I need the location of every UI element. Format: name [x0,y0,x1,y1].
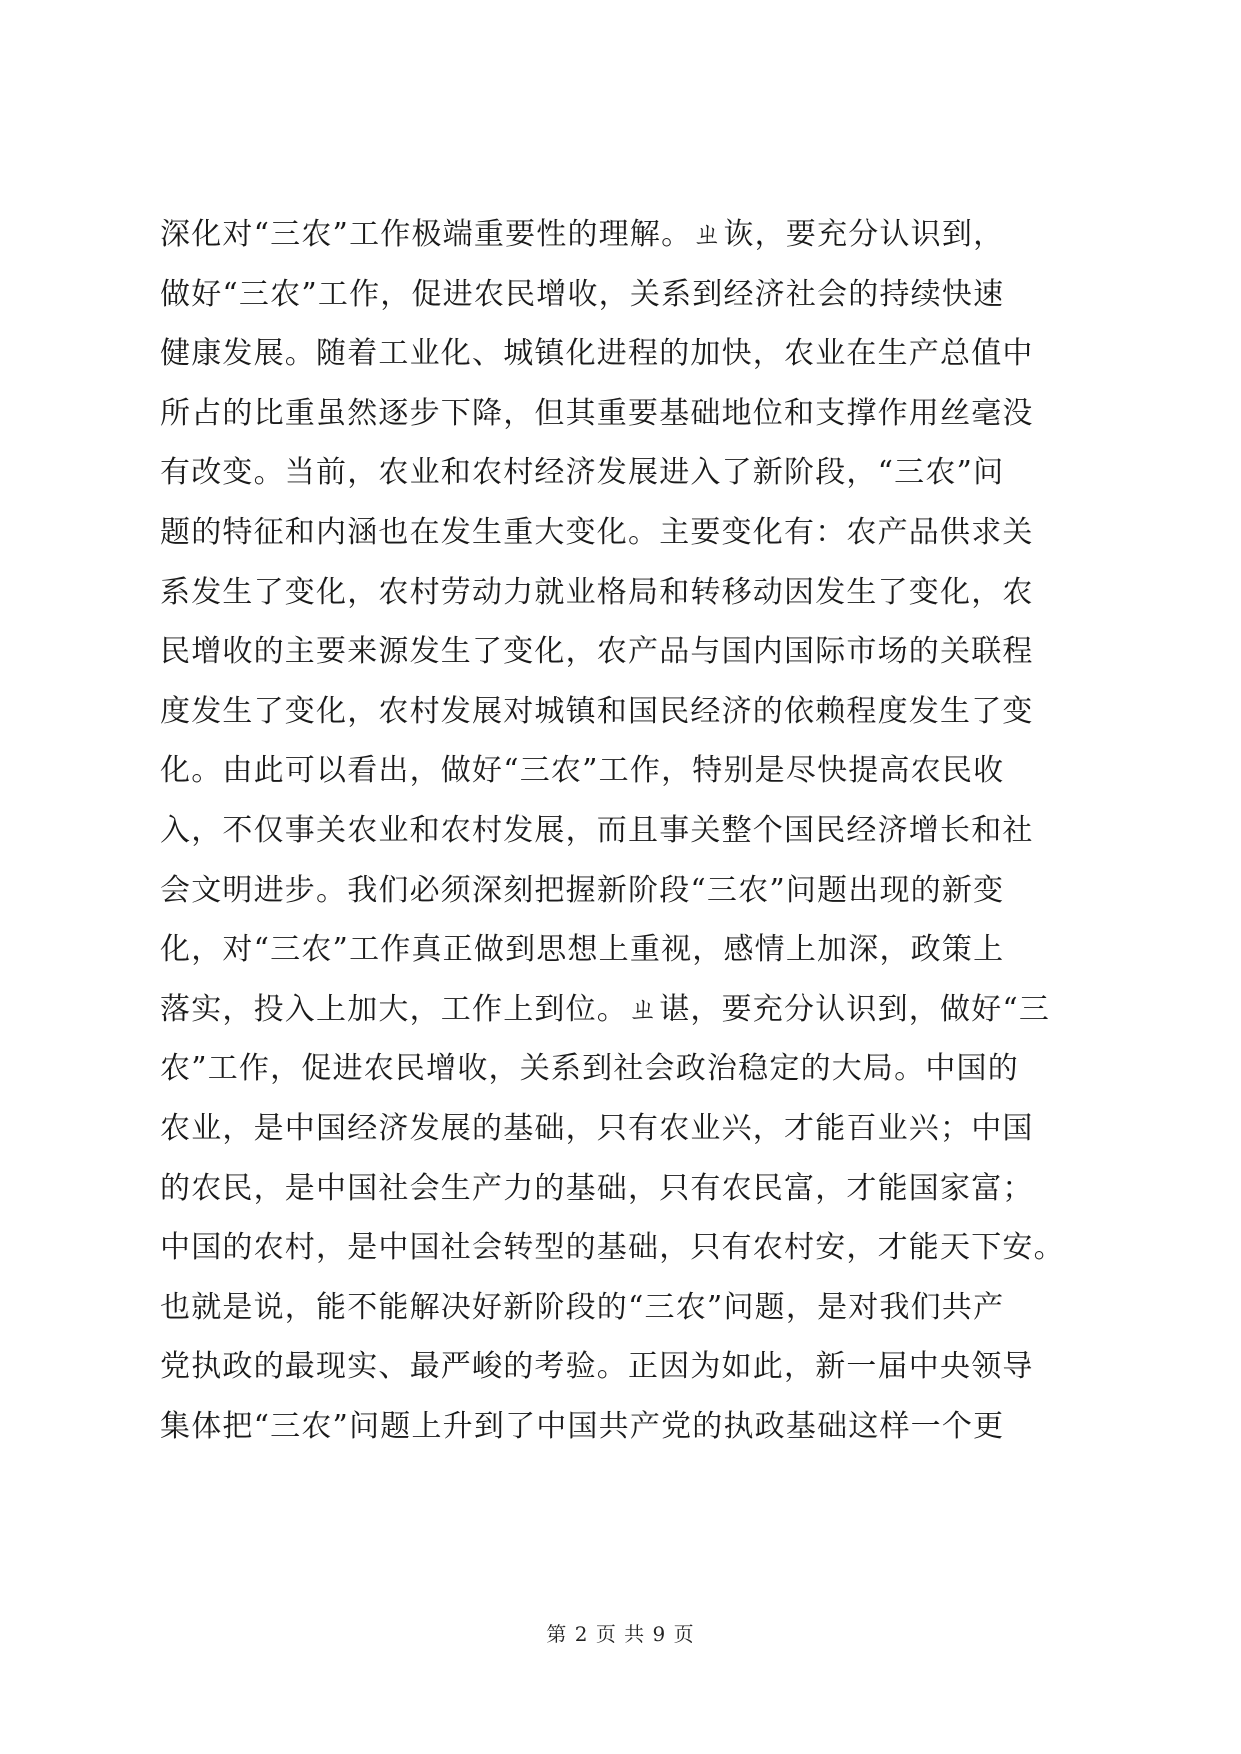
text-line: 度发生了变化，农村发展对城镇和国民经济的依赖程度发生了变 [160,693,1034,729]
text-line: 深化对“三农”工作极端重要性的理解。ㄓ诙，要充分认识到， [160,217,1005,252]
text-line: 党执政的最现实、最严峻的考验。正因为如此，新一届中央领导 [160,1349,1034,1385]
text-line: 的农民，是中国社会生产力的基础，只有农民富，才能国家富； [160,1170,1034,1206]
text-line: 题的特征和内涵也在发生重大变化。主要变化有：农产品供求关 [160,514,1034,550]
text-line: 民增收的主要来源发生了变化，农产品与国内国际市场的关联程 [160,634,1034,670]
text-line: 做好“三农”工作，促进农民增收，关系到经济社会的持续快速 [160,276,1005,312]
text-line: 化，对“三农”工作真正做到思想上重视，感情上加深，政策上 [160,932,1005,968]
text-line: 农”工作，促进农民增收，关系到社会政治稳定的大局。中国的 [160,1051,1019,1087]
text-line: 也就是说，能不能解决好新阶段的“三农”问题，是对我们共产 [160,1289,1005,1325]
page-number-footer: 第 2 页 共 9 页 [546,1622,695,1646]
text-line: 有改变。当前，农业和农村经济发展进入了新阶段，“三农”问 [160,455,1005,491]
body-text [160,205,1090,1456]
text-line: 农业，是中国经济发展的基础，只有农业兴，才能百业兴；中国 [160,1110,1034,1146]
text-line: 入，不仅事关农业和农村发展，而且事关整个国民经济增长和社 [160,812,1034,848]
text-line: 会文明进步。我们必须深刻把握新阶段“三农”问题出现的新变 [160,872,1005,908]
text-line: 化。由此可以看出，做好“三农”工作，特别是尽快提高农民收 [160,753,1005,789]
text-line: 中国的农村，是中国社会转型的基础，只有农村安，才能天下安。 [160,1230,1065,1266]
text-line: 集体把“三农”问题上升到了中国共产党的执政基础这样一个更 [160,1408,1005,1444]
text-line: 系发生了变化，农村劳动力就业格局和转移动因发生了变化，农 [160,574,1034,610]
text-line: 所占的比重虽然逐步下降，但其重要基础地位和支撑作用丝毫没 [160,395,1034,431]
text-line: 健康发展。随着工业化、城镇化进程的加快，农业在生产总值中 [160,336,1034,372]
text-line: 落实，投入上加大，工作上到位。ㄓ谌，要充分认识到，做好“三 [160,991,1051,1027]
